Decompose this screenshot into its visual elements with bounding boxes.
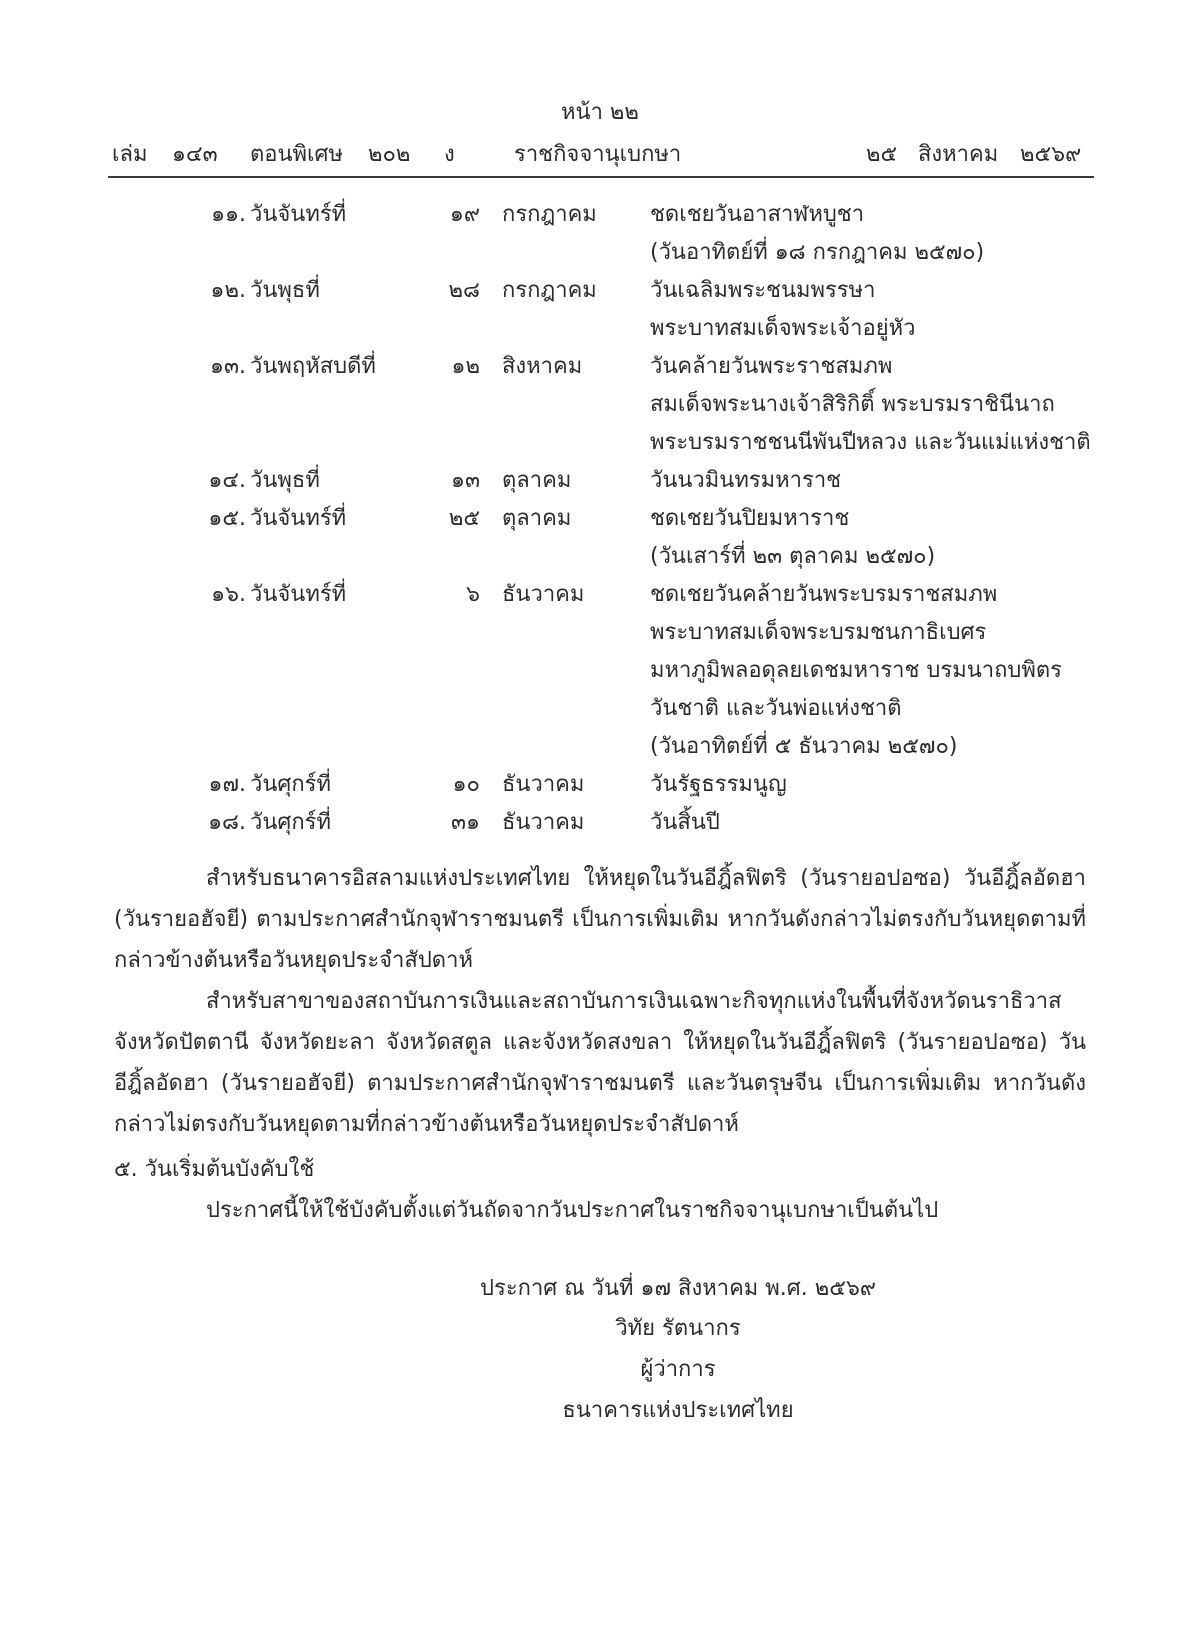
- holiday-description: พระบาทสมเด็จพระบรมชนกาธิเบศร: [650, 620, 987, 645]
- gazette-name: ราชกิจจานุเบกษา: [514, 142, 682, 167]
- announcement-date: ประกาศ ณ วันที่ ๑๗ สิงหาคม พ.ศ. ๒๕๖๙: [480, 1276, 876, 1301]
- holiday-number: ๑๔.: [208, 468, 246, 493]
- volume-number: ๑๔๓: [172, 142, 218, 167]
- holiday-description: ชดเชยวันอาสาฬหบูชา: [650, 202, 865, 227]
- signatory-position: ผู้ว่าการ: [640, 1357, 716, 1382]
- holiday-description: พระบาทสมเด็จพระเจ้าอยู่หัว: [650, 316, 916, 341]
- signatory-organization: ธนาคารแห่งประเทศไทย: [562, 1398, 794, 1423]
- holiday-month: กรกฎาคม: [502, 202, 597, 227]
- holiday-number: ๑๒.: [210, 278, 246, 303]
- holiday-description: วันคล้ายวันพระราชสมภพ: [650, 354, 893, 379]
- holiday-description: วันชาติ และวันพ่อแห่งชาติ: [650, 696, 902, 721]
- holiday-description: วันสิ้นปี: [650, 810, 720, 835]
- holiday-number: ๑๗.: [208, 772, 246, 797]
- holiday-number: ๑๘.: [208, 810, 246, 835]
- holiday-date: ๒๘: [448, 278, 480, 303]
- holiday-description: มหาภูมิพลอดุลยเดชมหาราช บรมนาถบพิตร: [650, 658, 1062, 683]
- section-letter: ง: [444, 142, 455, 167]
- holiday-date: ๑๐: [452, 772, 480, 797]
- holiday-date: ๓๑: [450, 810, 480, 835]
- holiday-description: (วันอาทิตย์ที่ ๑๘ กรกฎาคม ๒๕๗๐): [650, 240, 985, 265]
- signatory-name: วิทัย รัตนากร: [615, 1316, 741, 1341]
- holiday-month: สิงหาคม: [502, 354, 583, 379]
- holiday-weekday: วันศุกร์ที่: [250, 810, 331, 835]
- holiday-description: พระบรมราชชนนีพันปีหลวง และวันแม่แห่งชาติ: [650, 430, 1091, 455]
- holiday-description: วันเฉลิมพระชนมพรรษา: [650, 278, 876, 303]
- holiday-weekday: วันจันทร์ที่: [250, 506, 347, 531]
- holiday-description: ชดเชยวันคล้ายวันพระบรมราชสมภพ: [650, 582, 998, 607]
- holiday-description: (วันอาทิตย์ที่ ๕ ธันวาคม ๒๕๗๐): [650, 734, 958, 759]
- holiday-weekday: วันศุกร์ที่: [250, 772, 331, 797]
- holiday-description: (วันเสาร์ที่ ๒๓ ตุลาคม ๒๕๗๐): [650, 544, 936, 569]
- southern-branches-paragraph: สำหรับสาขาของสถาบันการเงินและสถาบันการเงินเฉพาะกิจทุกแห่งในพื้นที่จังหวัดนราธิวาส จังหวัดปัตตานี จังหวัดยะลา จังหวัดสตูล และจังหวัดสงขลา ให้หยุดในวันอีฎิ้ลฟิตริ (วันรายอปอซอ) วันอีฎิ้ลอัดฮา (วันรายอฮัจยี) ตามประกาศสำนักจุฬาราชมนตรี และวันตรุษจีน เป็นการเพิ่มเติม หากวันดังกล่าวไม่ตรงกับวันหยุดตามที่กล่าวข้างต้นหรือวันหยุดประจำสัปดาห์: [114, 989, 1086, 1137]
- holiday-description: วันนวมินทรมหาราช: [650, 468, 842, 493]
- holiday-month: ธันวาคม: [502, 582, 585, 607]
- islamic-bank-paragraph: สำหรับธนาคารอิสลามแห่งประเทศไทย ให้หยุดในวันอีฎิ้ลฟิตริ (วันรายอปอซอ) วันอีฎิ้ลอัดฮา (วันรายอฮัจยี) ตามประกาศสำนักจุฬาราชมนตรี เป็นการเพิ่มเติม หากวันดังกล่าวไม่ตรงกับวันหยุดตามที่กล่าวข้างต้นหรือวันหยุดประจำสัปดาห์: [114, 866, 1086, 973]
- holiday-month: ตุลาคม: [502, 506, 572, 531]
- issue-date-month: สิงหาคม: [918, 142, 999, 167]
- holiday-month: กรกฎาคม: [502, 278, 597, 303]
- effective-paragraph: ประกาศนี้ให้ใช้บังคับตั้งแต่วันถัดจากวันประกาศในราชกิจจานุเบกษาเป็นต้นไป: [206, 1198, 939, 1223]
- holiday-weekday: วันจันทร์ที่: [250, 582, 347, 607]
- holiday-month: ธันวาคม: [502, 772, 585, 797]
- holiday-number: ๑๑.: [211, 202, 246, 227]
- holiday-date: ๑๓: [450, 468, 480, 493]
- holiday-description: สมเด็จพระนางเจ้าสิริกิติ์ พระบรมราชินีนาถ: [650, 392, 1055, 417]
- holiday-date: ๑๙: [449, 202, 480, 227]
- holiday-weekday: วันพุธที่: [250, 278, 320, 303]
- header-divider: [108, 176, 1094, 178]
- issue-date-day: ๒๕: [866, 142, 898, 167]
- holiday-description: ชดเชยวันปิยมหาราช: [650, 506, 850, 531]
- section-5-heading: ๕. วันเริ่มต้นบังคับใช้: [114, 1157, 315, 1182]
- holiday-month: ตุลาคม: [502, 468, 572, 493]
- volume-label: เล่ม: [112, 142, 148, 167]
- holiday-number: ๑๕.: [208, 506, 246, 531]
- holiday-number: ๑๓.: [210, 354, 246, 379]
- section-number: ๒๐๒: [368, 142, 411, 167]
- page-number: หน้า ๒๒: [561, 100, 639, 125]
- holiday-date: ๒๕: [448, 506, 480, 531]
- holiday-date: ๖: [466, 582, 480, 607]
- holiday-date: ๑๒: [451, 354, 480, 379]
- holiday-number: ๑๖.: [211, 582, 246, 607]
- holiday-weekday: วันพุธที่: [250, 468, 320, 493]
- issue-date-year: ๒๕๖๙: [1020, 142, 1082, 167]
- section-label: ตอนพิเศษ: [250, 142, 344, 167]
- holiday-weekday: วันจันทร์ที่: [250, 202, 347, 227]
- holiday-weekday: วันพฤหัสบดีที่: [250, 354, 376, 379]
- holiday-month: ธันวาคม: [502, 810, 585, 835]
- holiday-description: วันรัฐธรรมนูญ: [650, 772, 787, 797]
